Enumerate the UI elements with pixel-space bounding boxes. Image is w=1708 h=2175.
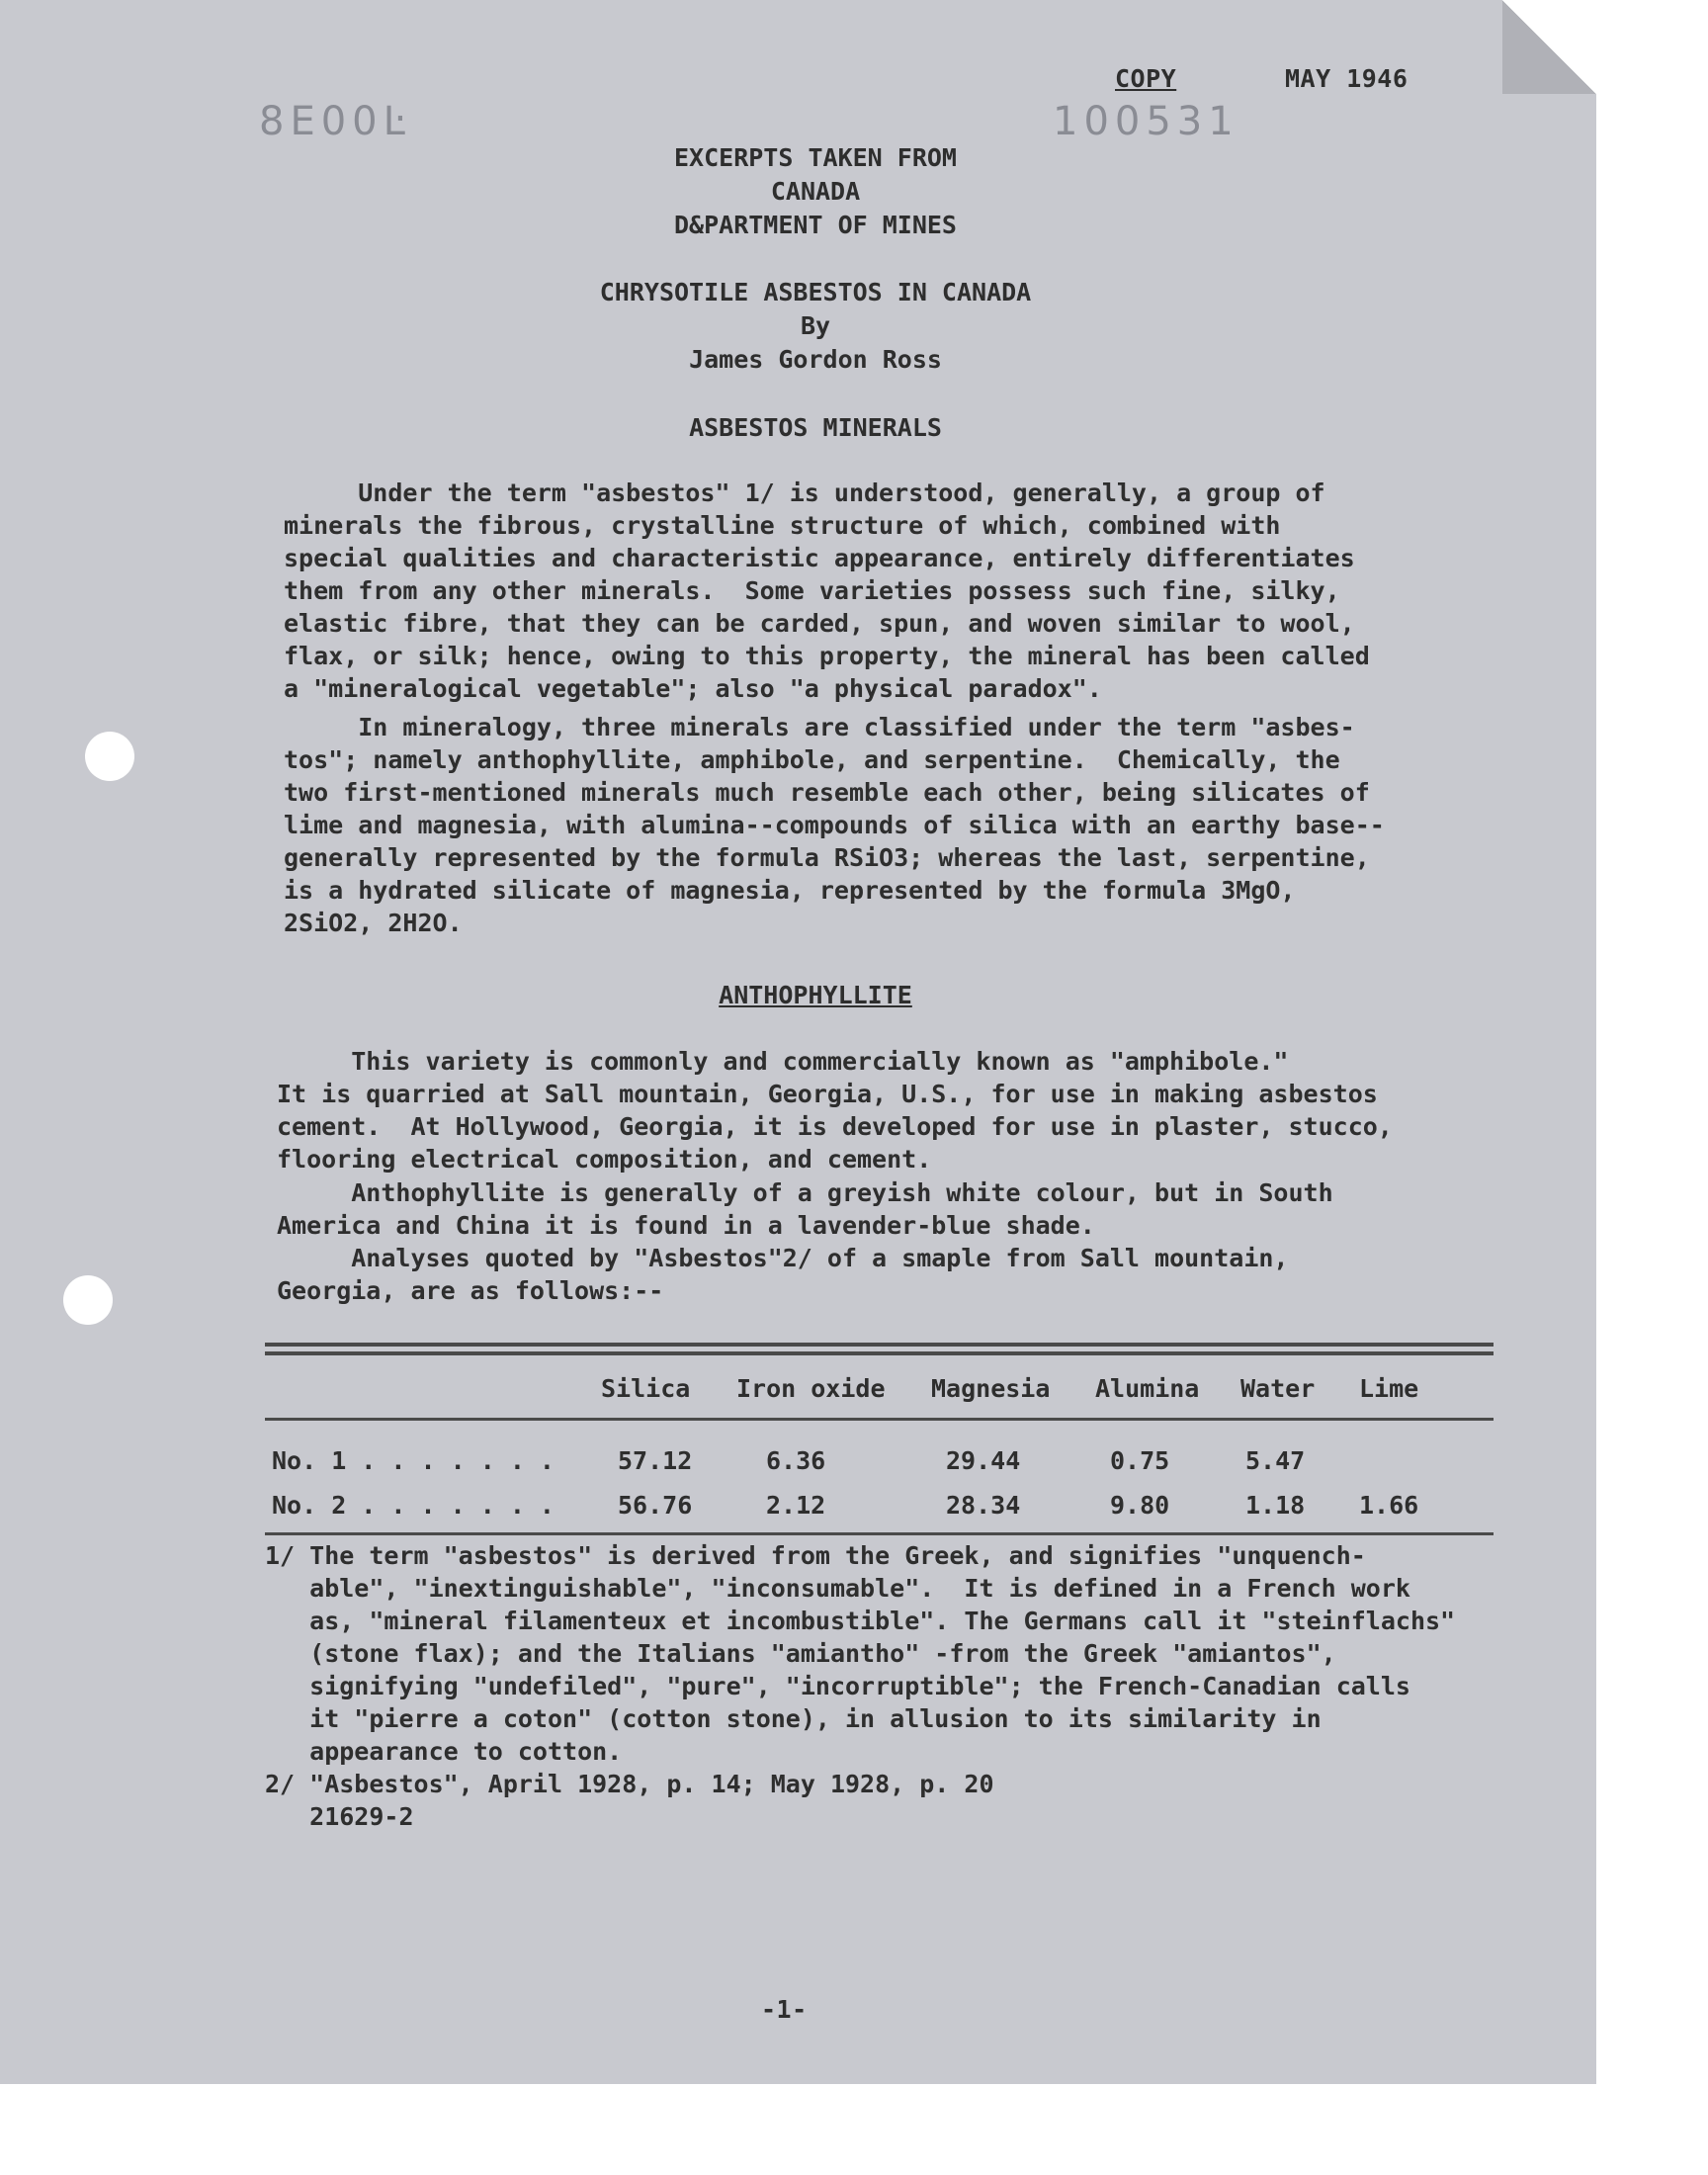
source-line-1: EXCERPTS TAKEN FROM <box>674 143 957 172</box>
cell-water: 1.18 <box>1245 1491 1306 1520</box>
table-header-magnesia: Magnesia <box>931 1374 1051 1403</box>
paragraph-anthophyllite-use: This variety is commonly and commercially known as "amphibole." It is quarried at Sall mountain, Georgia, U.S., for use in making asbestos cement. At Hollywood, Georgia, it is developed for use in plaster, stucco, flooring electrical composition, and cement. <box>277 1047 1393 1174</box>
table-header-lime: Lime <box>1359 1374 1419 1403</box>
cell-magnesia: 29.44 <box>946 1446 1021 1475</box>
cell-alumina: 9.80 <box>1110 1491 1170 1520</box>
table-header-rule <box>265 1418 1494 1421</box>
punch-hole-top <box>85 732 134 781</box>
cell-iron-oxide: 6.36 <box>766 1446 826 1475</box>
cell-lime: 1.66 <box>1359 1491 1419 1520</box>
document-code: 21629-2 <box>265 1802 414 1831</box>
cell-magnesia: 28.34 <box>946 1491 1021 1520</box>
paragraph-anthophyllite-colour: Anthophyllite is generally of a greyish white colour, but in South America and China it is found in a lavender-blue shade. <box>277 1178 1333 1240</box>
document-date: MAY 1946 <box>1285 64 1409 93</box>
cell-alumina: 0.75 <box>1110 1446 1170 1475</box>
document-title: CHRYSOTILE ASBESTOS IN CANADA <box>599 278 1032 306</box>
paragraph-mineralogy: In mineralogy, three minerals are classified under the term "asbes- tos"; namely anthophyllite, amphibole, and serpentine. Chemically, the two first-mentioned minerals much resemble each other, being silicates of lime and magnesia, with alumina--compounds of silica with an earthy base-- generally represented by the formula RSiO3; whereas the last, serpentine, is a hydrated silicate of magnesia, represented by the formula 3MgO, 2SiO2, 2H2O. <box>284 713 1385 937</box>
footnote-2: 2/ "Asbestos", April 1928, p. 14; May 1928, p. 20 <box>265 1770 994 1798</box>
table-header-water: Water <box>1240 1374 1316 1403</box>
paragraph-analyses-intro: Analyses quoted by "Asbestos"2/ of a smaple from Sall mountain, Georgia, are as follows:-- <box>277 1244 1289 1305</box>
title-by: By <box>800 311 831 340</box>
cell-water: 5.47 <box>1245 1446 1306 1475</box>
author-name: James Gordon Ross <box>689 345 942 374</box>
table-header-silica: Silica <box>601 1374 691 1403</box>
row-label: No. 2 . . . . . . . <box>272 1491 555 1520</box>
punch-hole-bottom <box>63 1275 113 1325</box>
cell-iron-oxide: 2.12 <box>766 1491 826 1520</box>
table-bottom-rule <box>265 1532 1494 1535</box>
page-number: -1- <box>761 1995 808 2024</box>
section-heading-asbestos-minerals: ASBESTOS MINERALS <box>689 413 942 442</box>
section-heading-anthophyllite: ANTHOPHYLLITE <box>719 981 912 1009</box>
source-line-2: CANADA <box>770 177 861 206</box>
cell-silica: 56.76 <box>618 1491 693 1520</box>
copy-label: COPY <box>1115 64 1177 93</box>
table-header-alumina: Alumina <box>1095 1374 1200 1403</box>
table-top-rule-2 <box>265 1351 1494 1355</box>
paragraph-asbestos-definition: Under the term "asbestos" 1/ is understood, generally, a group of minerals the fibrous, crystalline structure of which, combined with special qualities and characteristic appearance, entirely differentiates them from any other minerals. Some varieties possess such fine, silky, elastic fibre, that they can be carded, spun, and woven similar to wool, flax, or silk; hence, owing to this property, the mineral has been called a "mineralogical vegetable"; also "a physical paradox". <box>284 478 1370 703</box>
document-stamp-number: 100531 <box>1053 99 1239 144</box>
table-top-rule-1 <box>265 1343 1494 1347</box>
footnote-1: 1/ The term "asbestos" is derived from the Greek, and signifies "unquench- able", "inextinguishable", "inconsumable". It is defined in a French work as, "mineral filamenteux et incombustible". The Germans call it "steinflachs" (stone flax); and the Italians "amiantho" -from the Greek "amiantos", signifying "undefiled", "pure", "incorruptible"; the French-Canadian calls it "pierre a coton" (cotton stone), in allusion to its similarity in appearance to cotton. <box>265 1541 1456 1766</box>
cell-silica: 57.12 <box>618 1446 693 1475</box>
source-line-3: D&PARTMENT OF MINES <box>674 211 957 239</box>
folded-corner <box>1502 0 1596 94</box>
left-stamp-number: 8E00Ŀ <box>259 99 411 144</box>
row-label: No. 1 . . . . . . . <box>272 1446 555 1475</box>
table-header-iron-oxide: Iron oxide <box>736 1374 886 1403</box>
